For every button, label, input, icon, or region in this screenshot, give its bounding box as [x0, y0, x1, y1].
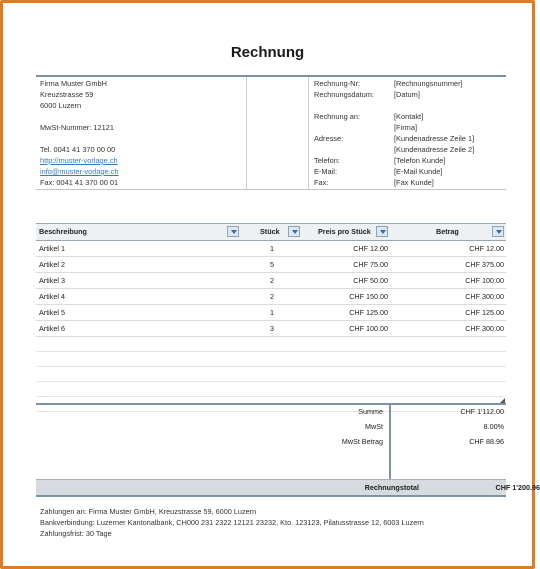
address-line-1: [Kundenadresse Zeile 1] — [394, 134, 475, 143]
address-line-2: [Kundenadresse Zeile 2] — [394, 145, 475, 154]
sender-phone: Tel. 0041 41 370 00 00 — [40, 145, 116, 154]
sender-website-link[interactable]: http://muster-vorlage.ch — [40, 156, 118, 165]
vat-label: MwSt — [365, 422, 383, 431]
vat-amount-value: CHF 88.96 — [469, 437, 504, 446]
row-unit-price: CHF 100.00 — [349, 324, 388, 333]
row-amount: CHF 100.00 — [465, 276, 504, 285]
invoice-date-label: Rechnungsdatum: — [314, 90, 374, 99]
row-unit-price: CHF 75.00 — [353, 260, 388, 269]
row-description: Artikel 5 — [39, 308, 65, 317]
row-unit-price: CHF 50.00 — [353, 276, 388, 285]
empty-table-row — [36, 337, 506, 352]
table-row — [36, 305, 506, 321]
vat-rate-value: 8.00% — [483, 422, 504, 431]
description-filter-dropdown-icon[interactable] — [227, 226, 239, 237]
row-qty: 5 — [270, 260, 274, 269]
row-qty: 2 — [270, 292, 274, 301]
sender-street: Kreuzstrasse 59 — [40, 90, 94, 99]
row-amount: CHF 300.00 — [465, 292, 504, 301]
header-unit-price: Preis pro Stück — [318, 227, 371, 236]
sum-value: CHF 1'112.00 — [460, 407, 504, 416]
header-divider-left — [246, 77, 247, 189]
sender-email-link[interactable]: info@muster-vorlage.ch — [40, 167, 119, 176]
footer-payment-terms: Zahlungsfrist: 30 Tage — [40, 529, 112, 538]
table-row — [36, 321, 506, 337]
row-description: Artikel 4 — [39, 292, 65, 301]
table-header — [36, 223, 506, 241]
table-resize-handle-icon[interactable] — [499, 397, 505, 403]
bill-to-contact: [Kontakt] — [394, 112, 424, 121]
empty-table-row — [36, 352, 506, 367]
row-unit-price: CHF 125.00 — [349, 308, 388, 317]
document-title: Rechnung — [230, 44, 305, 61]
row-qty: 1 — [270, 308, 274, 317]
empty-table-row — [36, 367, 506, 382]
invoice-number-value: [Rechnungsnummer] — [394, 79, 463, 88]
invoice-total-value: CHF 1'200.96 — [495, 483, 540, 492]
row-amount: CHF 300.00 — [465, 324, 504, 333]
invoice-total-bar — [36, 479, 540, 497]
row-description: Artikel 6 — [39, 324, 65, 333]
footer-bank-details: Bankverbindung: Luzerner Kantonalbank, CH000 231 2322 12121 23232, Kto. 123123, Pilatusstrasse 12, 6003 Luzern — [40, 518, 424, 527]
row-qty: 1 — [270, 244, 274, 253]
footer-payment-to: Zahlungen an: Firma Muster GmbH, Kreuzstrasse 59, 6000 Luzern — [40, 507, 257, 516]
invoice-date-value: [Datum] — [394, 90, 420, 99]
email-value: [E-Mail Kunde] — [394, 167, 443, 176]
header-divider-right — [308, 77, 309, 189]
table-bottom-rule — [36, 403, 506, 405]
row-description: Artikel 2 — [39, 260, 65, 269]
header-amount: Betrag — [436, 227, 459, 236]
row-qty: 3 — [270, 324, 274, 333]
row-qty: 2 — [270, 276, 274, 285]
bill-to-label: Rechnung an: — [314, 112, 361, 121]
table-row — [36, 273, 506, 289]
row-description: Artikel 3 — [39, 276, 65, 285]
vat-amount-label: MwSt Betrag — [341, 437, 383, 446]
address-label: Adresse: — [314, 134, 344, 143]
sum-label: Summe — [358, 407, 383, 416]
row-amount: CHF 125.00 — [465, 308, 504, 317]
bill-to-firm: [Firma] — [394, 123, 417, 132]
fax-label: Fax: — [314, 178, 329, 187]
row-amount: CHF 375.00 — [465, 260, 504, 269]
unit-price-filter-dropdown-icon[interactable] — [376, 226, 388, 237]
header-description: Beschreibung — [39, 227, 87, 236]
invoice-total-label: Rechnungstotal — [364, 483, 419, 492]
sender-city: 6000 Luzern — [40, 101, 82, 110]
sender-fax: Fax: 0041 41 370 00 01 — [40, 178, 119, 187]
invoice-number-label: Rechnung-Nr: — [314, 79, 361, 88]
email-label: E-Mail: — [314, 167, 337, 176]
table-row — [36, 257, 506, 273]
header-qty: Stück — [260, 227, 280, 236]
table-row — [36, 241, 506, 257]
sender-company: Firma Muster GmbH — [40, 79, 107, 88]
row-amount: CHF 12.00 — [469, 244, 504, 253]
amount-filter-dropdown-icon[interactable] — [492, 226, 504, 237]
items-table — [36, 223, 506, 412]
phone-label: Telefon: — [314, 156, 340, 165]
phone-value: [Telefon Kunde] — [394, 156, 446, 165]
empty-table-row — [36, 382, 506, 397]
qty-filter-dropdown-icon[interactable] — [288, 226, 300, 237]
sender-vat-number: MwSt-Nummer: 12121 — [40, 123, 114, 132]
table-row — [36, 289, 506, 305]
row-unit-price: CHF 150.00 — [349, 292, 388, 301]
fax-value: [Fax Kunde] — [394, 178, 434, 187]
row-unit-price: CHF 12.00 — [353, 244, 388, 253]
row-description: Artikel 1 — [39, 244, 65, 253]
